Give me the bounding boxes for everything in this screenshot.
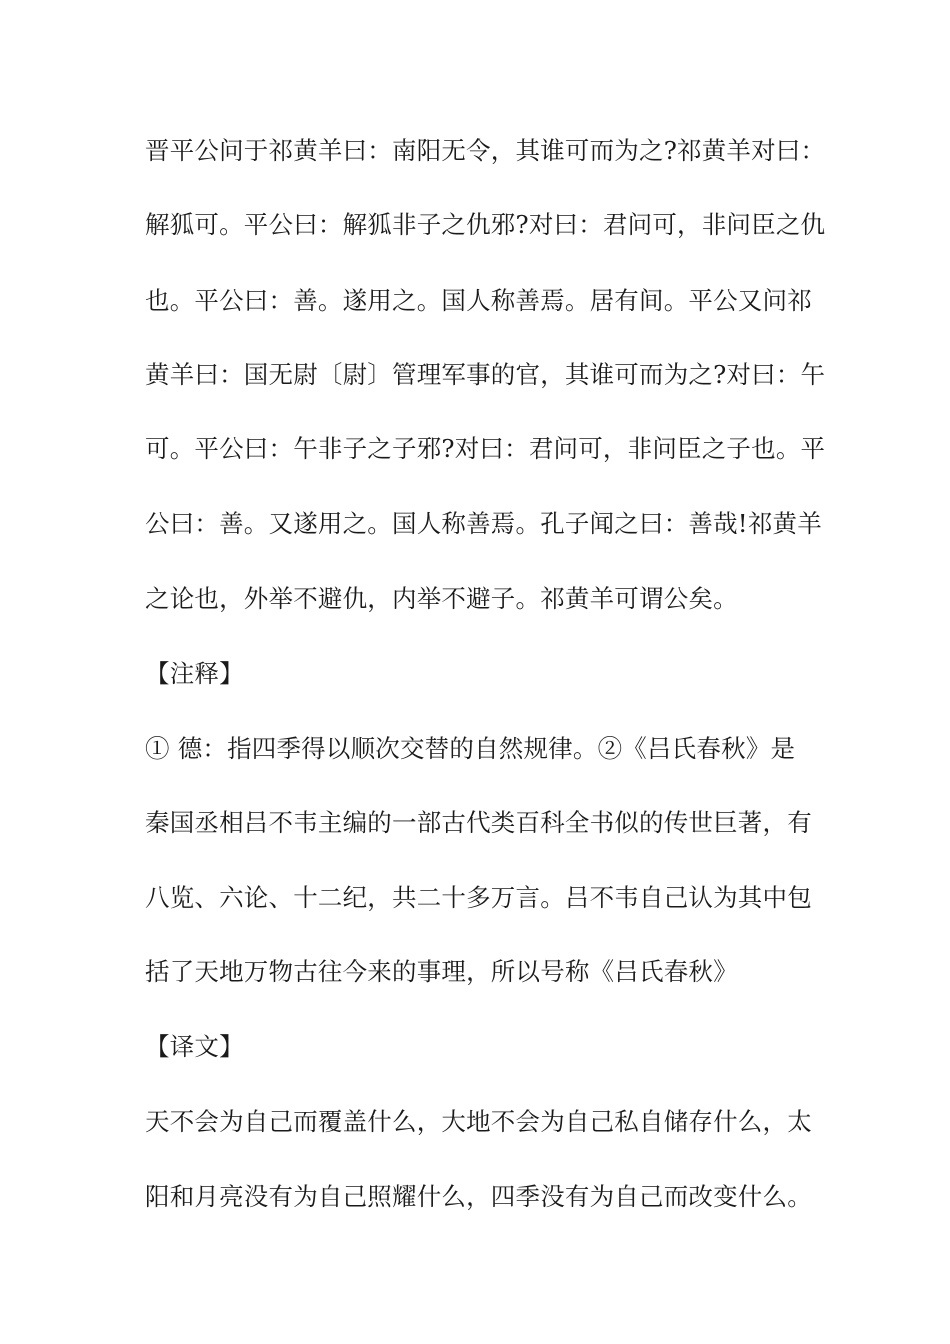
paragraph-line: 之论也，外举不避仇，内举不避子。祁黄羊可谓公矣。 (145, 584, 738, 613)
paragraph-line: 解狐可。平公曰：解狐非子之仇邪?对曰：君问可，非问臣之仇 (145, 210, 826, 239)
translation-line: 阳和月亮没有为自己照耀什么，四季没有为自己而改变什么。 (145, 1182, 812, 1211)
section-heading-notes: 【注释】 (145, 659, 244, 688)
notes-line: 秦国丞相吕不韦主编的一部古代类百科全书似的传世巨著，有 (145, 808, 812, 837)
translation-line: 天不会为自己而覆盖什么，大地不会为自己私自储存什么，太 (145, 1107, 812, 1136)
paragraph-line: 也。平公曰：善。遂用之。国人称善焉。居有间。平公又问祁 (145, 286, 812, 315)
paragraph-line: 黄羊曰：国无尉〔尉〕管理军事的官，其谁可而为之?对曰：午 (145, 360, 826, 389)
paragraph-line: 可。平公曰：午非子之子邪?对曰：君问可，非问臣之子也。平 (145, 434, 826, 463)
notes-line: 括了天地万物古往今来的事理，所以号称《吕氏春秋》 (145, 957, 738, 986)
section-heading-translation: 【译文】 (145, 1032, 244, 1061)
notes-line: ① 德：指四季得以顺次交替的自然规律。②《吕氏春秋》是 (145, 734, 796, 763)
paragraph-line: 公曰：善。又遂用之。国人称善焉。孔子闻之曰：善哉!祁黄羊 (145, 509, 822, 538)
notes-line: 八览、六论、十二纪，共二十多万言。吕不韦自己认为其中包 (145, 883, 812, 912)
paragraph-line: 晋平公问于祁黄羊曰：南阳无令，其谁可而为之?祁黄羊对曰： (145, 136, 826, 165)
